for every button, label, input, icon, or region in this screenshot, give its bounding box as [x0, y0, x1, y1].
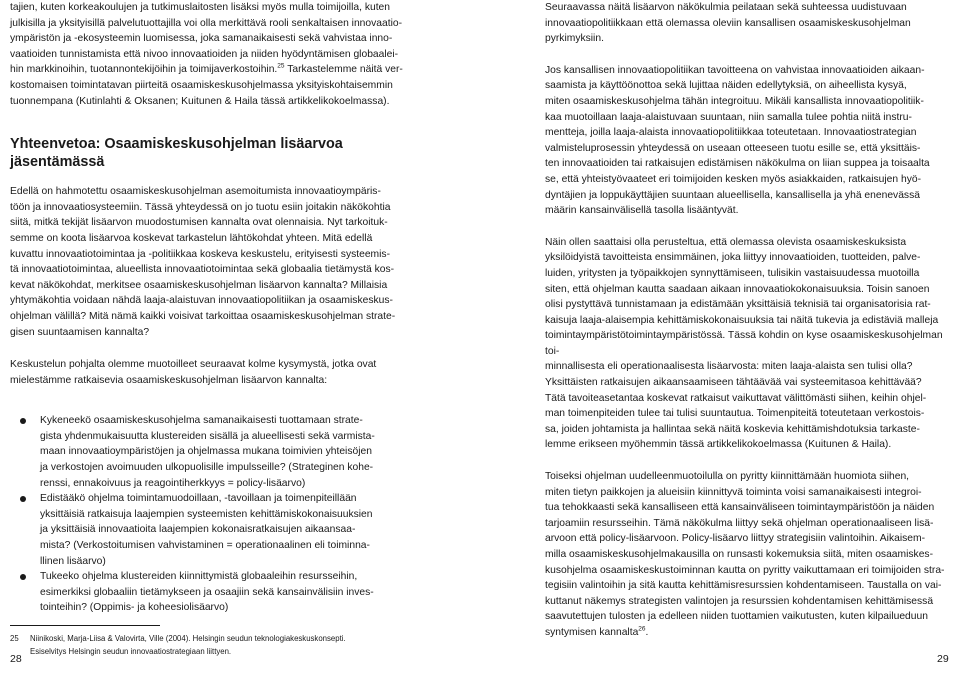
text-line: Seuraavassa näitä lisäarvon näkökulmia peilataan sekä suhteessa uudistuvaan — [545, 2, 907, 13]
text-line: innovaatiopolitiikkaan että olemassa oleviin kansallisen osaamiskeskusohjelman — [545, 17, 911, 29]
text-line: kaisuja laaja-alaisempia kehittämiskokonaisuuksia tai näitä tukevia ja edistäviä malleja — [545, 314, 939, 326]
text-line: saavutettujen tulosten ja edelleen niiden tuottamien vaikutusten, kuten kilpailueduun — [545, 611, 928, 623]
text-line: se, että yhteistyövaateet eri toimijoiden kesken myös asiakkaiden, ratkaisujen hyö- — [545, 173, 922, 185]
text-line: määrin kansainvälisellä tasolla lisääntyvät. — [545, 205, 739, 217]
text-line: Näin ollen saattaisi olla perusteltua, että olemassa olevista osaamiskeskuksista — [545, 236, 907, 248]
text-line: ympäristön ja -ekosysteemin luomisessa, joka samanaikaisesti sekä vahvistaa inno- — [10, 33, 393, 45]
text-line: ja verkostojen avoimuuden ulkopuolisille impulsseille? (Strateginen kohe- — [40, 462, 374, 474]
text-line: yksittäisiä ratkaisuja laajempien systeemisten kehittämiskokonaisuuksien — [40, 508, 373, 520]
page-number-left: 28 — [10, 653, 22, 665]
text-line: man toimenpiteiden tulee tai tulisi suuntautua. Toimenpiteitä toteutetaan verkostois- — [545, 408, 925, 420]
text-line: töön ja innovaatiosysteemiin. Tässä yhteydessä on jo tuotu esiin joitakin näkökohtia — [10, 201, 391, 213]
footnote-divider — [10, 625, 160, 626]
text-line: tajien, kuten korkeakoulujen ja tutkimuslaitosten lisäksi myös mulla toimijoilla, kuten — [10, 2, 391, 13]
text-line: yksilöidyistä tavoitteista ensimmäinen, joka liittyy innovaatioiden, tuotteiden, palve- — [545, 252, 921, 264]
text-line: julkisilla ja yksityisillä palvelutuottajilla voi olla merkittävä rooli senkaltaisen innovaatio- — [10, 17, 403, 29]
text-line: Kykeneekö osaamiskeskusohjelma samanaikaisesti tuottamaan strate- — [40, 415, 363, 427]
text-line: hin markkinoihin, tuotannontekijöihin ja toimijaverkostoihin. — [10, 64, 278, 76]
footnote-number: 25 — [10, 634, 19, 643]
bullet-icon — [20, 574, 26, 580]
question-list — [10, 413, 419, 616]
text-line: luiden, yritysten ja työpaikkojen synnyttämiseen, tulisikin vastaisuudessa muotoilla — [545, 267, 920, 279]
footnote-line: Niinikoski, Marja-Liisa & Valovirta, Ville (2004). Helsingin seudun teknologiakeskuskonsepti. — [30, 634, 346, 643]
footnote-reference[interactable]: 25 — [277, 62, 285, 70]
text-line: Yksittäisten ratkaisujen aikaansaamiseen tähtäävää vai systeemitasoa kehittävää? — [545, 377, 922, 389]
text-line: tuonnempana (Kutinlahti & Oksanen; Kuitunen & Haila tässä artikkelikokoelmassa). — [10, 95, 390, 107]
text-line: Toiseksi ohjelman uudelleenmuotoilulla on pyritty kiinnittämään huomiota siihen, — [545, 471, 910, 483]
text-line: mielestämme ratkaisevia osaamiskeskusohjelman lisäarvon kannalta: — [10, 374, 328, 386]
text-line: lemme erikseen myöhemmin tässä artikkelikokoelmassa (Kuitunen & Haila). — [545, 439, 892, 451]
text-line: Jos kansallisen innovaatiopolitiikan tavoitteena on vahvistaa innovaatioiden aikaan- — [545, 64, 925, 76]
text-line: kevat näkökohdat, merkitsee osaamiskeskusohjelman lisäarvon kannalta? Millaisia — [10, 279, 388, 291]
list-item — [40, 569, 419, 616]
text-line: minnallisesta eli operationaalisesta lisäarvosta: miten laaja-alaista sen tulisi olla? — [545, 361, 913, 373]
text-line: saamista ja käyttöönottoa sekä lujittaa näiden edellytyksiä, on aiheellista kysyä, — [545, 80, 907, 92]
text-line: Tätä tavoiteasetantaa koskevat ratkaisut vaikuttavat välittömästi siihen, keihin ohjel- — [545, 392, 927, 404]
text-line: mista? (Verkostoitumisen vahvistaminen = operationaalinen eli toiminna- — [40, 540, 370, 552]
right-paragraph-4 — [545, 469, 950, 641]
text-line: kuvattu innovaatiotoimintaa ja -politiikkaa koskeva keskustelu, erityisesti systeemis- — [10, 248, 391, 260]
footnote-reference[interactable]: 26 — [638, 625, 646, 633]
text-line: siten, että ohjelman kautta saadaan aikaan innovaatiokokonaisuuksia. Toisin sanoen — [545, 283, 930, 295]
text-line: mentteja, joilla laaja-alaista innovaatiopolitiikkaa toteutetaan. Innovaatiostrategian — [545, 127, 917, 139]
text-line: tointeihin? (Oppimis- ja koheesiolisäarvo) — [40, 602, 229, 614]
left-paragraph-1 — [10, 0, 419, 109]
text-line: Keskustelun pohjalta olemme muotoilleet seuraavat kolme kysymystä, jotka ovat — [10, 359, 377, 371]
left-paragraph-4 — [10, 357, 419, 388]
text-line: llinen lisäarvo) — [40, 555, 106, 567]
text-line: kuttanut näkemys strategisten valintojen ja resurssien kohdentamisen kehittämisessä — [545, 595, 934, 607]
text-line: tua tehokkaasti sekä kansalliseen että kansainväliseen toimintaympäristöön ja näiden — [545, 502, 935, 514]
list-item — [40, 413, 419, 491]
text-line: ja yksittäisiä innovaatioita laajempien kokonaisratkaisujen aikaansaa- — [40, 524, 356, 536]
text-line: ten innovaatioiden tai ratkaisujen edistämisen näkökulma on liian suppea ja toisaalta — [545, 158, 930, 170]
text-line: miten osaamiskeskusohjelma tähän integroituu. Mikäli kansallista innovaatiopolitiik- — [545, 95, 924, 107]
text-line: dyntäjien ja loppukäyttäjien suuntaan alueellisella, kansallisella ja yhä enenevässä — [545, 189, 920, 201]
text-line: vaatioiden tunnistamista että nivoo innovaatioiden ja niiden hyödyntämisen globaalei- — [10, 48, 399, 60]
list-item — [40, 491, 419, 569]
bullet-icon — [20, 496, 26, 502]
text-line: Edellä on hahmotettu osaamiskeskusohjelman asemoitumista innovaatioympäris- — [10, 186, 381, 198]
text-line: kostomaisen toimintatavan piirteitä osaamiskeskusohjelmassa yksityiskohtaisemmin — [10, 79, 393, 91]
text-line: . — [645, 626, 649, 638]
text-line: Tarkastelemme näitä ver- — [284, 64, 403, 76]
left-paragraph-3 — [10, 184, 419, 340]
text-line: gisen suuntaamisen kannalta? — [10, 326, 150, 338]
text-line: semme on koota lisäarvoa koskevat tarkastelun lähtökohdat yhteen. Mitä edellä — [10, 232, 373, 244]
footnote-line: Esiselvitys Helsingin seudun innovaatiostrategiaan liittyen. — [30, 647, 232, 656]
text-line: pyrkimyksiin. — [545, 33, 604, 45]
text-line: siitä, mitkä tekijät lisäarvon muodostumisen kannalta ovat olennaisia. Nyt tarkoituk- — [10, 217, 388, 229]
left-page-column — [10, 0, 419, 658]
text-line: olisi pystyttävä tunnistamaan ja edistämään yksittäisiä teknisiä tai organisatorisia rat- — [545, 299, 931, 311]
right-paragraph-1 — [545, 0, 950, 47]
text-line: kusohjelma osaamiskeskustoiminnan kautta on pyritty vaikuttamaan eri toimijoiden stra- — [545, 564, 945, 576]
section-heading: Yhteenvetoa: Osaamiskeskusohjelman lisäarvoa jäsentämässä — [10, 136, 343, 171]
text-line: arvoon että policy-lisäarvoon. Policy-lisäarvo liittyy strategisiin valintoihin. Aikaisem- — [545, 533, 925, 545]
text-line: valmisteluprosessin yhteydessä on useaan otteeseen tuotu esille se, että yksittäis- — [545, 142, 921, 154]
bullet-icon — [20, 418, 26, 424]
right-paragraph-2 — [545, 63, 950, 219]
text-line: sa, joiden johtamista ja hallintaa sekä näitä koskevia kehittämishdotuksia tarkaste- — [545, 423, 920, 435]
text-line: milla osaamiskeskusohjelmakausilla on runsasti kokemuksia siitä, miten osaamiskes- — [545, 549, 933, 560]
text-line: kaa muotoillaan laaja-alaistuvaan suuntaan, niin samalla tulee pohtia niitä instru- — [545, 111, 912, 123]
text-line: tarjoamiin resursseihin. Tämä näkökulma liittyy sekä ohjelman operationaaliseen lisä- — [545, 517, 934, 529]
text-line: syntymisen kannalta — [545, 626, 639, 638]
page-number-right: 29 — [937, 653, 949, 665]
text-line: tegisiin valintoihin ja sitä kautta kehittämisresurssien kohdentamiseen. Taustalla on vai- — [545, 580, 942, 592]
text-line: Tukeeko ohjelma klustereiden kiinnittymistä globaaleihin resursseihin, — [40, 571, 358, 583]
text-line: miten tietyn paikkojen ja alueisiin kiinnittyvä toiminta voisi samanaikaisesti integroi- — [545, 486, 922, 498]
right-page-column — [545, 0, 950, 641]
text-line: gista yhdenmukaisuutta klustereiden sisällä ja alueellisesti sekä varmista- — [40, 430, 375, 442]
text-line: ohjelman välillä? Mitä nämä kaikki voisivat tarkoittaa osaamiskeskusohjelman strate- — [10, 310, 396, 322]
text-line: maan innovaatioympäristöjen ja ohjelmassa mukana toimivien yhteisöjen — [40, 446, 372, 458]
text-line: tä innovaatiotoimintaa, alueellista innovaatiotoimintaa sekä globaalia tietämystä kos- — [10, 264, 395, 276]
text-line: Edistääkö ohjelma toimintamuodoillaan, -tavoillaan ja toimenpiteillään — [40, 493, 357, 505]
text-line: toimintaympäristötoimintaympäristössä. Tässä kohdin on kyse osaamiskeskusohjelman toi- — [545, 330, 943, 357]
text-line: yhtymäkohtia voidaan nähdä laaja-alaistuvan innovaatiopolitiikan ja osaamiskeskus- — [10, 295, 393, 307]
footnote — [10, 632, 419, 658]
right-paragraph-3 — [545, 235, 950, 453]
text-line: renssi, ennakoivuus ja reagointiherkkyys = policy-lisäarvo) — [40, 477, 306, 489]
text-line: esimerkiksi globaaliin tietämykseen ja osaajiin sekä kansainvälisiin inves- — [40, 586, 374, 598]
